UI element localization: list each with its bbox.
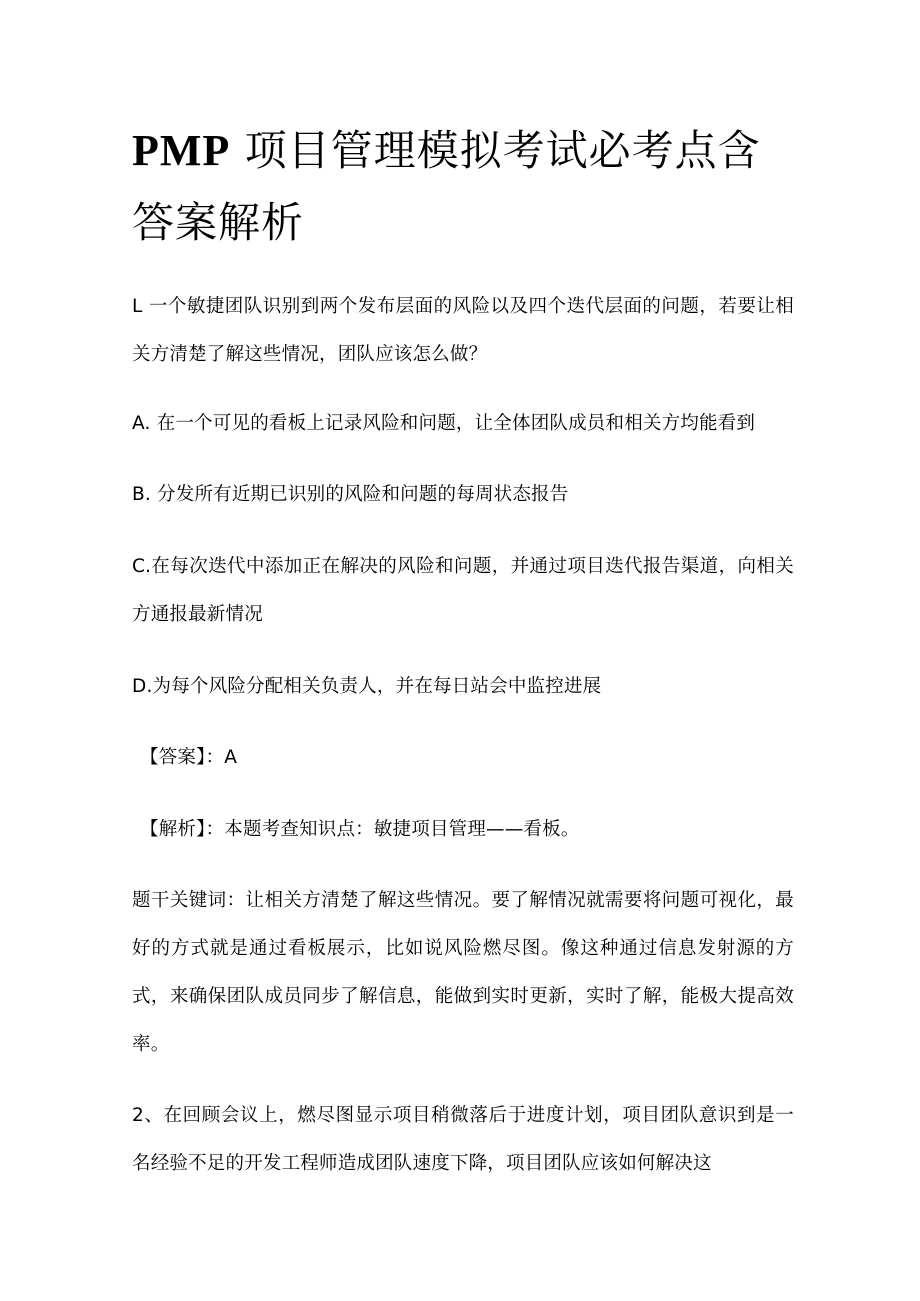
question-1-explanation: 题干关键词：让相关方清楚了解这些情况。要了解情况就需要将问题可视化，最好的方式就是通过看板展示，比如说风险燃尽图。像这种通过信息发射源的方式，来确保团队成员同步了解信息，能做到实时更新，实时了解，能极大提高效率。 (132, 890, 794, 1055)
question-1-stem: L 一个敏捷团队识别到两个发布层面的风险以及四个迭代层面的问题，若要让相关方清楚了解这些情况，团队应该怎么做？ (132, 296, 794, 365)
question-2-stem: 2、在回顾会议上，燃尽图显示项目稍微落后于进度计划，项目团队意识到是一名经验不足的开发工程师造成团队速度下降，项目团队应该如何解决这 (132, 1105, 794, 1174)
question-1-option-b: B. 分发所有近期已识别的风险和问题的每周状态报告 (132, 484, 569, 505)
question-1-analysis: 【解析】：本题考查知识点：敏捷项目管理——看板。 (140, 819, 580, 840)
title-rest: 项目管理模拟考试必考点含答案解析 (132, 126, 761, 247)
title-latin: PMP (132, 126, 231, 175)
document-title (132, 115, 794, 259)
question-1-option-c: C.在每次迭代中添加正在解决的风险和问题，并通过项目迭代报告渠道，向相关方通报最新情况 (132, 556, 794, 625)
question-1-option-d: D.为每个风险分配相关负责人，并在每日站会中监控进展 (132, 676, 602, 697)
question-1-answer: 【答案】：A (140, 747, 238, 768)
question-1-option-a: A. 在一个可见的看板上记录风险和问题，让全体团队成员和相关方均能看到 (132, 413, 756, 434)
